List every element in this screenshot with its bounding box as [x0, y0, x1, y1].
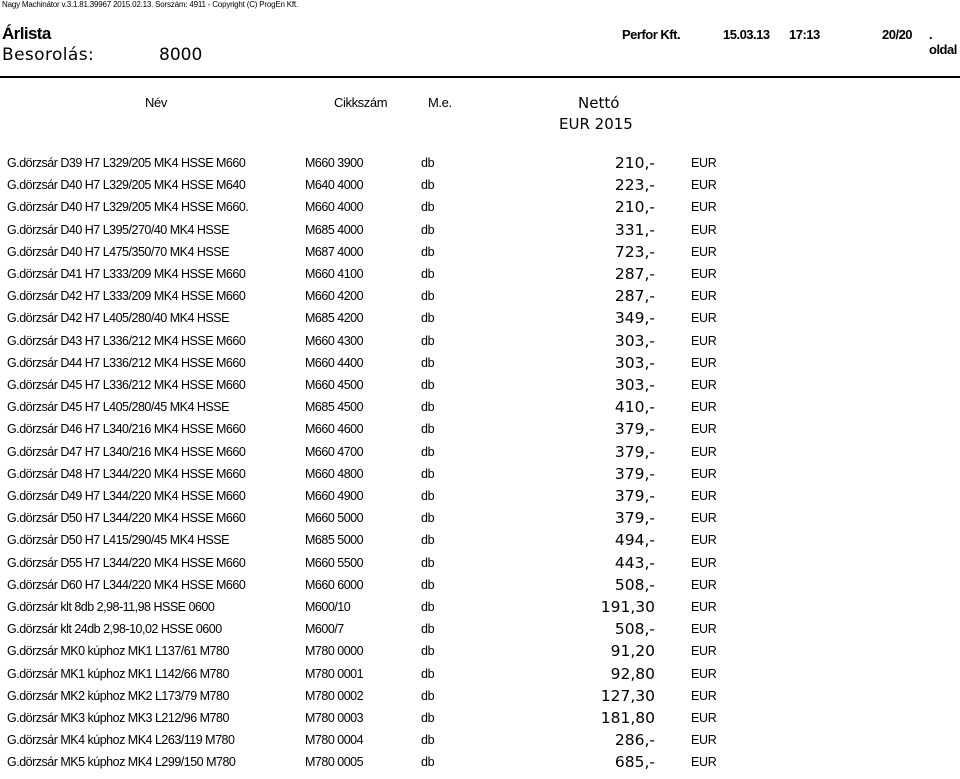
item-name: G.dörzsár D40 H7 L329/205 MK4 HSSE M640: [7, 178, 246, 193]
item-unit: db: [421, 666, 435, 681]
page-label: . oldal: [929, 27, 957, 57]
column-header-net-year: EUR 2015: [559, 115, 633, 133]
item-code: M660 5500: [305, 555, 364, 570]
table-row: [0, 153, 960, 175]
item-currency: EUR: [691, 733, 717, 748]
column-header-code: Cikkszám: [334, 95, 388, 110]
item-code: M660 4100: [305, 267, 364, 281]
table-row: [0, 286, 960, 308]
table-row: [0, 553, 960, 575]
table-row: [0, 442, 960, 464]
company-name: Perfor Kft.: [622, 27, 681, 42]
item-code: M685 4000: [305, 222, 364, 237]
item-price: 303,-: [614, 353, 655, 372]
item-code: M600/10: [305, 600, 351, 614]
item-name: G.dörzsár D41 H7 L333/209 MK4 HSSE M660: [7, 267, 246, 281]
table-row: [0, 508, 960, 530]
item-price: 191,30: [600, 598, 655, 616]
item-price: 379,-: [614, 509, 655, 528]
table-row: [0, 708, 960, 730]
column-header-name: Név: [145, 95, 167, 110]
item-price: 91,20: [610, 642, 655, 661]
item-price: 181,80: [600, 709, 655, 727]
item-currency: EUR: [691, 422, 717, 437]
item-currency: EUR: [691, 511, 717, 526]
item-code: M685 4200: [305, 311, 364, 326]
table-row: [0, 331, 960, 353]
item-name: G.dörzsár D49 H7 L344/220 MK4 HSSE M660: [7, 489, 246, 503]
item-price: 223,-: [614, 176, 655, 195]
item-currency: EUR: [691, 267, 717, 281]
table-row: [0, 353, 960, 375]
table-row: [0, 175, 960, 197]
item-price: 210,-: [614, 198, 655, 217]
item-code: M660 3900: [305, 156, 364, 170]
item-currency: EUR: [691, 644, 717, 659]
item-code: M660 4900: [305, 489, 364, 503]
table-row: [0, 242, 960, 264]
print-date: 15.03.13: [723, 27, 770, 42]
item-unit: db: [421, 422, 435, 437]
item-price: 303,-: [614, 331, 655, 350]
item-unit: db: [421, 489, 435, 503]
table-row: [0, 397, 960, 419]
table-row: [0, 597, 960, 619]
item-code: M685 5000: [305, 533, 364, 548]
table-row: [0, 464, 960, 486]
item-currency: EUR: [691, 200, 717, 215]
item-unit: db: [421, 222, 435, 237]
item-unit: db: [421, 244, 435, 259]
item-unit: db: [421, 267, 435, 281]
item-code: M660 4000: [305, 200, 364, 215]
item-price: 287,-: [614, 265, 655, 283]
item-code: M687 4000: [305, 244, 364, 259]
item-code: M780 0002: [305, 688, 364, 703]
header-divider: [0, 76, 960, 78]
item-currency: EUR: [691, 666, 717, 681]
item-code: M660 4700: [305, 444, 364, 459]
item-price: 210,-: [614, 154, 655, 172]
item-code: M780 0001: [305, 666, 364, 681]
item-currency: EUR: [691, 378, 717, 392]
item-code: M780 0004: [305, 733, 364, 748]
item-code: M660 4800: [305, 466, 364, 481]
item-unit: db: [421, 622, 435, 637]
table-row: [0, 486, 960, 508]
item-name: G.dörzsár D40 H7 L475/350/70 MK4 HSSE: [7, 244, 229, 259]
table-row: [0, 619, 960, 641]
item-name: G.dörzsár klt 24db 2,98-10,02 HSSE 0600: [7, 622, 222, 637]
column-header-unit: M.e.: [428, 95, 452, 110]
classification-value: 8000: [159, 45, 203, 65]
item-code: M780 0003: [305, 711, 364, 725]
item-code: M660 4500: [305, 378, 364, 392]
print-time: 17:13: [789, 27, 820, 42]
item-code: M685 4500: [305, 400, 364, 415]
item-name: G.dörzsár D42 H7 L405/280/40 MK4 HSSE: [7, 311, 229, 326]
item-price: 410,-: [614, 398, 655, 417]
item-name: G.dörzsár D50 H7 L415/290/45 MK4 HSSE: [7, 533, 229, 548]
item-currency: EUR: [691, 311, 717, 326]
item-code: M660 4600: [305, 422, 364, 437]
table-row: [0, 375, 960, 397]
item-currency: EUR: [691, 289, 717, 304]
item-name: G.dörzsár D40 H7 L329/205 MK4 HSSE M660.: [7, 200, 249, 215]
item-price: 379,-: [614, 420, 655, 439]
item-unit: db: [421, 533, 435, 548]
item-name: G.dörzsár D47 H7 L340/216 MK4 HSSE M660: [7, 444, 246, 459]
item-unit: db: [421, 466, 435, 481]
item-name: G.dörzsár MK2 kúphoz MK2 L173/79 M780: [7, 688, 229, 703]
item-currency: EUR: [691, 222, 717, 237]
table-row: [0, 419, 960, 441]
table-row: [0, 575, 960, 597]
item-unit: db: [421, 644, 435, 659]
item-price: 379,-: [614, 442, 655, 461]
item-code: M660 6000: [305, 577, 364, 592]
item-currency: EUR: [691, 400, 717, 415]
item-name: G.dörzsár D48 H7 L344/220 MK4 HSSE M660: [7, 466, 246, 481]
item-price: 127,30: [600, 686, 655, 705]
item-unit: db: [421, 711, 435, 725]
item-unit: db: [421, 688, 435, 703]
item-unit: db: [421, 577, 435, 592]
item-name: G.dörzsár D42 H7 L333/209 MK4 HSSE M660: [7, 289, 246, 304]
item-price: 508,-: [614, 620, 655, 639]
item-currency: EUR: [691, 178, 717, 193]
document-meta: Nagy Machinátor v.3.1.81.39967 2015.02.13. Sorszám: 4911 - Copyright (C) ProgEn Kft.: [2, 0, 298, 9]
item-currency: EUR: [691, 577, 717, 592]
item-price: 685,-: [614, 753, 655, 772]
item-code: M660 4200: [305, 289, 364, 304]
item-currency: EUR: [691, 600, 717, 614]
item-price: 287,-: [614, 287, 655, 306]
table-row: [0, 664, 960, 686]
item-currency: EUR: [691, 688, 717, 703]
table-row: [0, 752, 960, 774]
item-unit: db: [421, 600, 435, 614]
item-name: G.dörzsár D39 H7 L329/205 MK4 HSSE M660: [7, 156, 246, 170]
table-row: [0, 730, 960, 752]
item-unit: db: [421, 755, 435, 770]
item-currency: EUR: [691, 355, 717, 370]
item-code: M660 4300: [305, 333, 364, 348]
item-name: G.dörzsár D46 H7 L340/216 MK4 HSSE M660: [7, 422, 246, 437]
document-title: Árlista: [2, 24, 51, 43]
item-price: 379,-: [614, 487, 655, 505]
table-row: [0, 220, 960, 242]
item-currency: EUR: [691, 711, 717, 725]
item-name: G.dörzsár D45 H7 L405/280/45 MK4 HSSE: [7, 400, 229, 415]
item-price: 508,-: [614, 575, 655, 594]
item-unit: db: [421, 511, 435, 526]
item-code: M660 5000: [305, 511, 364, 526]
item-name: G.dörzsár D43 H7 L336/212 MK4 HSSE M660: [7, 333, 246, 348]
item-unit: db: [421, 400, 435, 415]
item-currency: EUR: [691, 755, 717, 770]
item-currency: EUR: [691, 466, 717, 481]
table-row: [0, 686, 960, 708]
item-code: M780 0000: [305, 644, 364, 659]
item-code: M660 4400: [305, 355, 364, 370]
item-name: G.dörzsár D55 H7 L344/220 MK4 HSSE M660: [7, 555, 246, 570]
table-row: [0, 641, 960, 663]
item-unit: db: [421, 355, 435, 370]
item-price: 379,-: [614, 464, 655, 483]
item-name: G.dörzsár MK0 kúphoz MK1 L137/61 M780: [7, 644, 229, 659]
item-unit: db: [421, 333, 435, 348]
item-unit: db: [421, 156, 435, 170]
item-price: 723,-: [614, 242, 655, 261]
item-price: 494,-: [614, 531, 655, 550]
item-unit: db: [421, 444, 435, 459]
page-number: 20/20: [882, 27, 913, 42]
item-unit: db: [421, 555, 435, 570]
item-currency: EUR: [691, 244, 717, 259]
item-price: 286,-: [614, 731, 655, 750]
item-name: G.dörzsár MK3 kúphoz MK3 L212/96 M780: [7, 711, 229, 725]
item-currency: EUR: [691, 489, 717, 503]
item-currency: EUR: [691, 333, 717, 348]
item-currency: EUR: [691, 156, 717, 170]
item-name: G.dörzsár D50 H7 L344/220 MK4 HSSE M660: [7, 511, 246, 526]
item-currency: EUR: [691, 444, 717, 459]
item-code: M640 4000: [305, 178, 364, 193]
item-name: G.dörzsár MK1 kúphoz MK1 L142/66 M780: [7, 666, 229, 681]
item-unit: db: [421, 178, 435, 193]
item-code: M600/7: [305, 622, 344, 637]
classification-label: Besorolás:: [2, 45, 95, 65]
item-price: 443,-: [614, 553, 655, 572]
table-row: [0, 530, 960, 552]
item-code: M780 0005: [305, 755, 364, 770]
item-price: 92,80: [610, 664, 655, 683]
item-name: G.dörzsár D60 H7 L344/220 MK4 HSSE M660: [7, 577, 246, 592]
item-price: 303,-: [614, 376, 655, 394]
item-name: G.dörzsár D45 H7 L336/212 MK4 HSSE M660: [7, 378, 246, 392]
item-unit: db: [421, 200, 435, 215]
item-name: G.dörzsár D44 H7 L336/212 MK4 HSSE M660: [7, 355, 246, 370]
item-name: G.dörzsár MK5 kúphoz MK4 L299/150 M780: [7, 755, 236, 770]
table-row: [0, 308, 960, 330]
item-name: G.dörzsár MK4 kúphoz MK4 L263/119 M780: [7, 733, 235, 748]
item-name: G.dörzsár D40 H7 L395/270/40 MK4 HSSE: [7, 222, 229, 237]
item-currency: EUR: [691, 622, 717, 637]
item-name: G.dörzsár klt 8db 2,98-11,98 HSSE 0600: [7, 600, 215, 614]
table-row: [0, 264, 960, 286]
table-row: [0, 197, 960, 219]
item-currency: EUR: [691, 555, 717, 570]
item-price: 349,-: [614, 309, 655, 328]
item-unit: db: [421, 378, 435, 392]
column-header-net: Nettó: [578, 94, 620, 112]
item-unit: db: [421, 733, 435, 748]
item-unit: db: [421, 289, 435, 304]
item-currency: EUR: [691, 533, 717, 548]
item-unit: db: [421, 311, 435, 326]
item-price: 331,-: [614, 220, 655, 239]
